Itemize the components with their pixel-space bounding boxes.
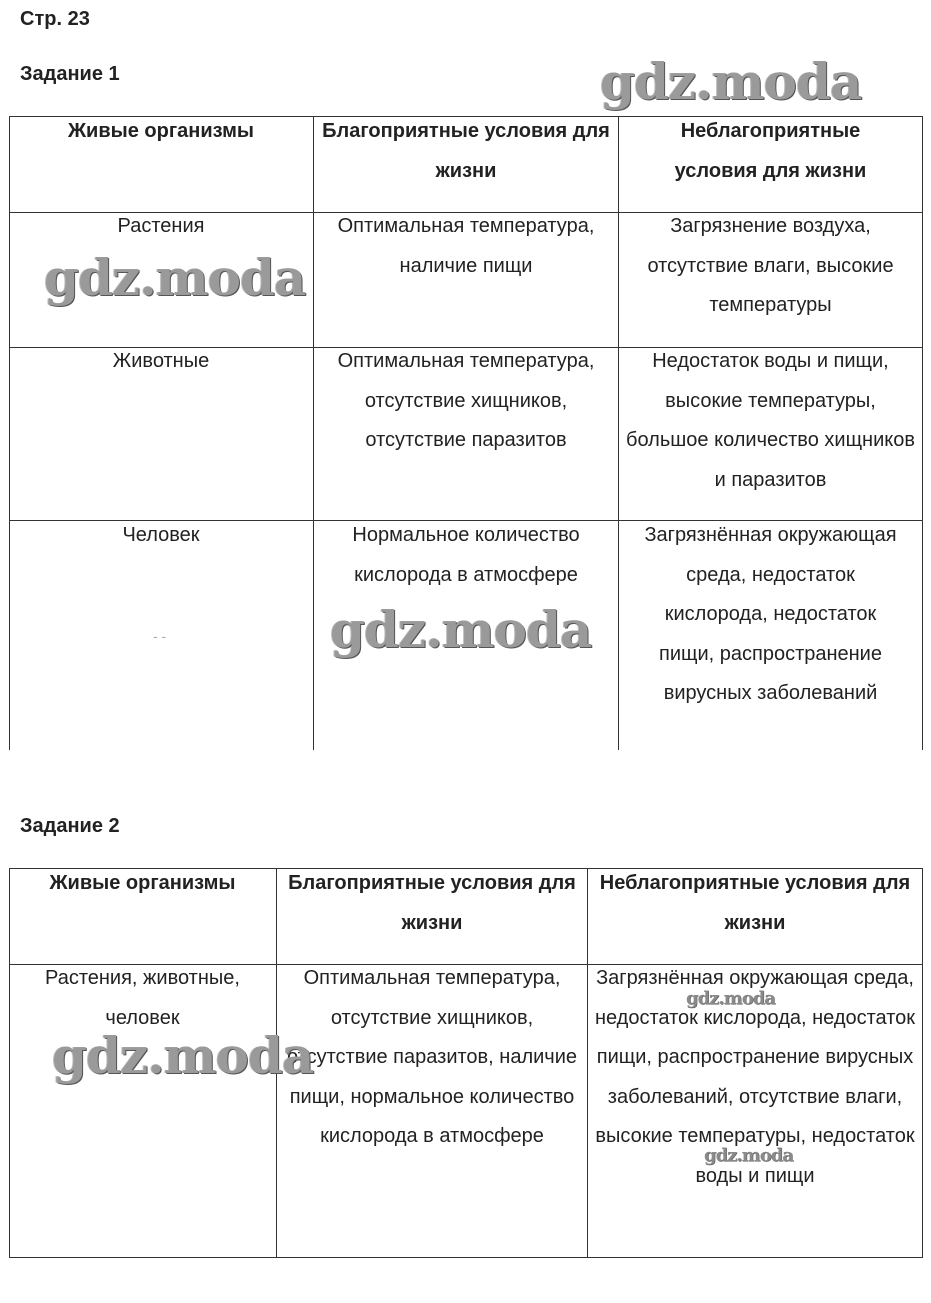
table-cell-favorable: Оптимальная температура, отсутствие хищников, отсутствие паразитов, наличие пищи, нормальное количество кислорода в атмосфере	[286, 967, 578, 1147]
table-cell-favorable: Оптимальная температура, отсутствие хищников, отсутствие паразитов	[337, 350, 595, 451]
table-cell-organism: Человек	[122, 524, 200, 546]
task-2-title: Задание 2	[20, 815, 120, 837]
header-favorable: Благоприятные условия для жизни	[322, 120, 610, 182]
watermark-logo: gdz.moda	[52, 1026, 314, 1085]
table-cell-unfavorable: Загрязнение воздуха, отсутствие влаги, высокие температуры	[647, 215, 894, 316]
watermark-logo: gdz.moda	[600, 52, 862, 111]
watermark-logo: gdz.moda	[704, 1145, 793, 1166]
header-organisms: Живые организмы	[49, 872, 236, 894]
table-cell-unfavorable: Недостаток воды и пищи, высокие температуры, большое количество хищников и паразитов	[626, 350, 915, 491]
table-cell-organism: Растения	[117, 215, 205, 237]
header-unfavorable: Неблагоприятные условия для жизни	[599, 872, 911, 934]
header-favorable: Благоприятные условия для жизни	[288, 872, 576, 934]
header-organisms: Живые организмы	[67, 120, 254, 142]
table-cell-organism: Животные	[112, 350, 210, 372]
header-unfavorable: Неблагоприятные условия для жизни	[674, 120, 867, 182]
watermark-logo: gdz.moda	[44, 248, 306, 307]
table-cell-unfavorable: Загрязнённая окружающая среда, недостаток кислорода, недостаток пищи, распространение вирусных заболеваний	[644, 524, 897, 704]
page-label: Стр. 23	[20, 8, 90, 30]
watermark-logo: gdz.moda	[686, 988, 775, 1009]
table-cell-unfavorable: Загрязнённая окружающая среда, недостаток кислорода, недостаток пищи, распространение вирусных заболеваний, отсутствие влаги, высокие температуры, недостаток воды и пищи	[594, 967, 916, 1187]
table-cell-favorable: Оптимальная температура, наличие пищи	[337, 215, 595, 277]
watermark-logo: gdz.moda	[330, 600, 592, 659]
table-cell-favorable: Нормальное количество кислорода в атмосфере	[352, 524, 580, 586]
task-1-title: Задание 1	[20, 63, 120, 85]
stray-mark: - -	[153, 628, 167, 644]
table-cell-organism: Растения, животные, человек	[45, 967, 240, 1029]
